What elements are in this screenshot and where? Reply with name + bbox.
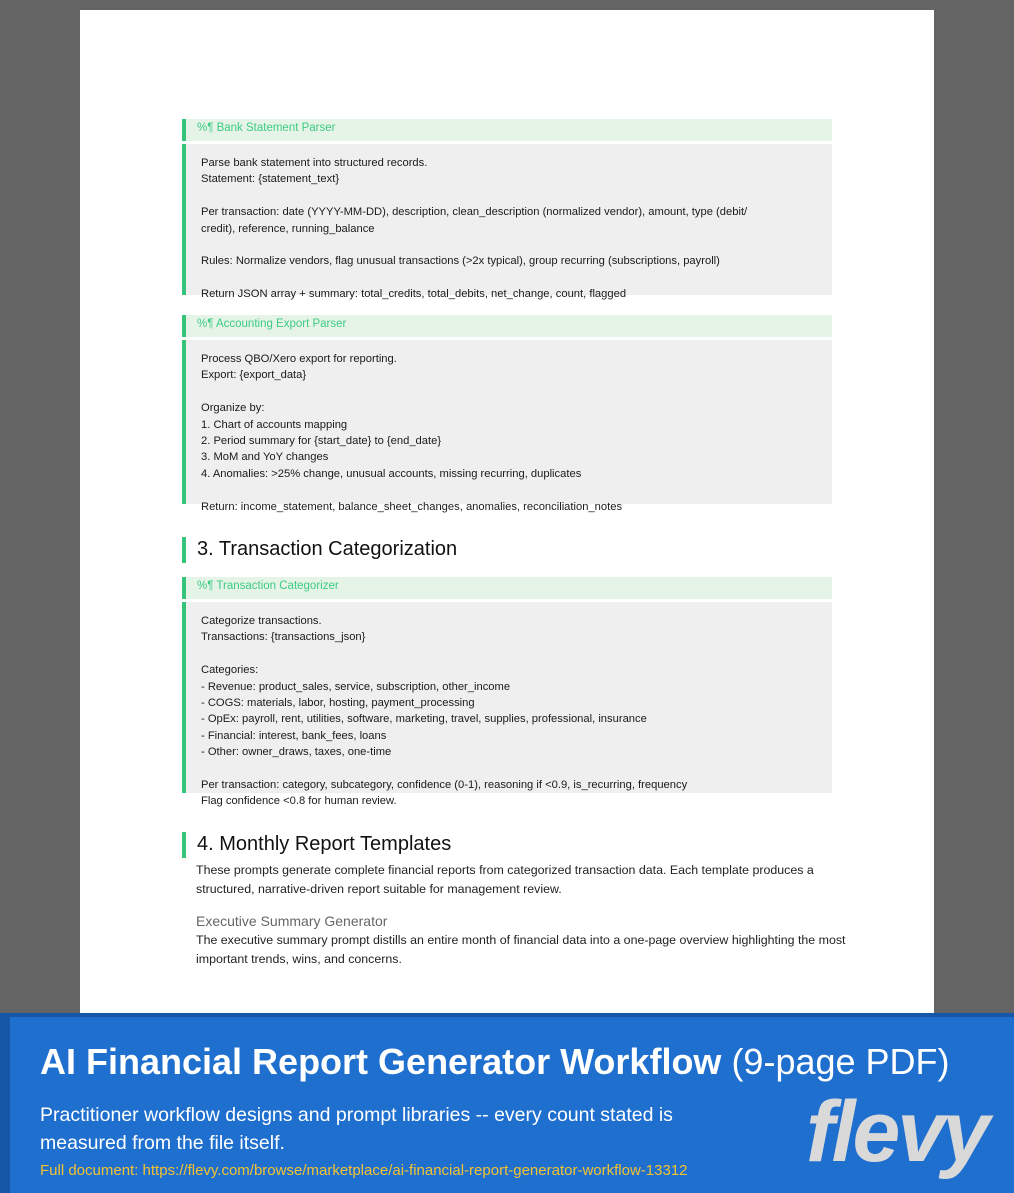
- categorizer-code: [201, 613, 841, 810]
- code-line: Organize by:: [201, 402, 265, 415]
- bank-parser-code: [201, 155, 841, 303]
- code-line: - OpEx: payroll, rent, utilities, software, marketing, travel, supplies, professional, insurance: [201, 713, 647, 726]
- code-line: [201, 384, 841, 400]
- code-line: [201, 761, 841, 777]
- code-line: - Financial: interest, bank_fees, loans: [201, 729, 387, 742]
- banner-title-main: AI Financial Report Generator Workflow: [40, 1041, 722, 1082]
- code-line: Categorize transactions.: [201, 615, 322, 627]
- section-4-intro: These prompts generate complete financial reports from categorized transaction data. Each template produces a structured, narrative-driven report suitable for management review.: [196, 863, 814, 896]
- code-line: 2. Period summary for {start_date} to {end_date}: [201, 435, 442, 448]
- bank-parser-header: [182, 119, 832, 141]
- code-line: Transactions: {transactions_json}: [201, 631, 366, 644]
- banner-title-pages: (9-page PDF): [721, 1041, 950, 1082]
- banner-title: [40, 1041, 950, 1083]
- code-line: [201, 646, 841, 662]
- code-line: Parse bank statement into structured records.: [201, 157, 428, 169]
- banner-accent-bar: [0, 1017, 10, 1193]
- code-line: 4. Anomalies: >25% change, unusual accounts, missing recurring, duplicates: [201, 467, 582, 480]
- code-line: Return: income_statement, balance_sheet_changes, anomalies, reconciliation_notes: [201, 500, 623, 513]
- code-line: Return JSON array + summary: total_credits, total_debits, net_change, count, flagged: [201, 288, 627, 301]
- section-heading-4-text: 4. Monthly Report Templates: [197, 833, 452, 855]
- code-line: Statement: {statement_text}: [201, 173, 340, 186]
- code-line: [201, 188, 841, 204]
- section-heading-4: [182, 832, 452, 858]
- document-page: [80, 10, 934, 1013]
- code-line: Flag confidence <0.8 for human review.: [201, 795, 397, 808]
- executive-summary-heading: Executive Summary Generator: [196, 913, 388, 929]
- code-line: Rules: Normalize vendors, flag unusual transactions (>2x typical), group recurring (subscriptions, payroll): [201, 255, 720, 268]
- code-line: Process QBO/Xero export for reporting.: [201, 353, 397, 365]
- section-heading-3: [182, 537, 458, 563]
- code-line: Export: {export_data}: [201, 369, 307, 382]
- code-line: 3. MoM and YoY changes: [201, 451, 329, 464]
- code-line: [201, 270, 841, 286]
- categorizer-header: [182, 577, 832, 599]
- code-line: - Revenue: product_sales, service, subscription, other_income: [201, 680, 511, 693]
- code-line: Categories:: [201, 664, 259, 677]
- section-heading-3-text: 3. Transaction Categorization: [197, 538, 458, 560]
- export-parser-header: [182, 315, 832, 337]
- flevy-logo: flevy: [806, 1084, 988, 1180]
- code-line: - COGS: materials, labor, hosting, payment_processing: [201, 697, 475, 710]
- export-parser-code: [201, 351, 841, 515]
- promo-banner: [0, 1013, 1014, 1193]
- export-parser-title: %¶ Accounting Export Parser: [197, 318, 347, 330]
- code-line: Per transaction: date (YYYY-MM-DD), description, clean_description (normalized vendor), amount, type (debit/: [201, 206, 748, 219]
- code-line: 1. Chart of accounts mapping: [201, 418, 348, 431]
- bank-parser-title: %¶ Bank Statement Parser: [197, 122, 336, 134]
- code-line: Per transaction: category, subcategory, confidence (0-1), reasoning if <0.9, is_recurring, frequency: [201, 779, 688, 792]
- categorizer-title: %¶ Transaction Categorizer: [197, 580, 339, 592]
- code-line: credit), reference, running_balance: [201, 222, 375, 235]
- executive-summary-text: The executive summary prompt distills an entire month of financial data into a one-page overview highlighting the most important trends, wins, and concerns.: [196, 933, 846, 966]
- document-link[interactable]: Full document: https://flevy.com/browse/marketplace/ai-financial-report-generator-workflow-13312: [40, 1162, 688, 1179]
- code-line: - Other: owner_draws, taxes, one-time: [201, 746, 392, 759]
- code-line: [201, 237, 841, 253]
- banner-description: Practitioner workflow designs and prompt libraries -- every count stated is measured from the file itself.: [40, 1104, 673, 1154]
- code-line: [201, 482, 841, 498]
